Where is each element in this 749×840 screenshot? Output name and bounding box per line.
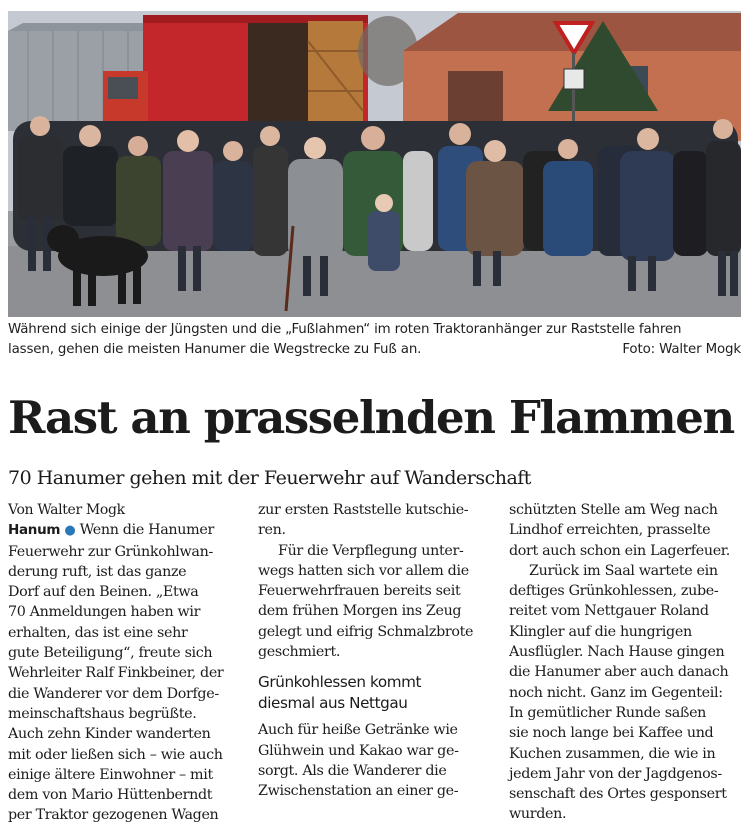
column-line: Dorf auf den Beinen. „Etwa	[8, 584, 199, 601]
photo-credit: Foto: Walter Mogk	[622, 342, 741, 357]
dateline-dot-icon: ●	[64, 523, 76, 539]
column-line: gelegt und eifrig Schmalzbrote	[258, 623, 474, 640]
column-line: dem von Mario Hüttenberndt	[8, 787, 213, 804]
column-line	[8, 520, 243, 541]
column-line: Zurück im Saal wartete ein	[529, 562, 718, 579]
column-line: Feuerwehrfrauen bereits seit	[258, 583, 461, 600]
column-line: die Wanderer vor dem Dorfge-	[8, 685, 219, 702]
column-line: 70 Anmeldungen haben wir	[8, 604, 201, 621]
column-line: Für die Verpflegung unter-	[278, 542, 464, 559]
column-line: Klingler auf die hungrigen	[509, 623, 692, 640]
column-line: per Traktor gezogenen Wagen	[8, 807, 219, 824]
column-line: senschaft des Ortes gesponsert	[509, 786, 727, 803]
column-line: In gemütlicher Runde saßen	[509, 704, 707, 721]
column-line: einige ältere Einwohner – mit	[8, 766, 213, 783]
column-line: Auch zehn Kinder wanderten	[8, 726, 211, 743]
column-line: meinschaftshaus begrüßte.	[8, 705, 197, 722]
intertitle	[258, 672, 493, 714]
byline: Von Walter Mogk	[8, 502, 125, 518]
column-line: reitet vom Nettgauer Roland	[509, 603, 709, 620]
column-line-text: Wenn die Hanumer	[79, 522, 214, 539]
column-line: die Hanumer aber auch danach	[509, 664, 729, 681]
column-line: derung ruft, ist das ganze	[8, 563, 187, 580]
column-line: dem frühen Morgen ins Zeug	[258, 603, 462, 620]
caption-line-1: Während sich einige der Jüngsten und die „Fußlahmen“ im roten Traktoranhänger zur Raststelle fahren	[8, 322, 682, 337]
column-line: Ausflügler. Nach Hause gingen	[509, 644, 725, 661]
article-subheadline: 70 Hanumer gehen mit der Feuerwehr auf Wanderschaft	[8, 467, 531, 489]
intertitle-line-1: Grünkohlessen kommt	[258, 673, 422, 692]
column-line: Wehrleiter Ralf Finkbeiner, der	[8, 665, 224, 682]
column-line: sorgt. Als die Wanderer die	[258, 762, 447, 779]
column-line: sie noch lange bei Kaffee und	[509, 725, 714, 742]
photo-illustration	[8, 11, 741, 317]
column-line: erhalten, das ist eine sehr	[8, 624, 188, 641]
caption-line-2: lassen, gehen die meisten Hanumer die Wegstrecke zu Fuß an.	[8, 342, 422, 357]
article-column-3	[509, 500, 742, 825]
column-line: deftiges Grünkohlessen, zube-	[509, 583, 719, 600]
column-line: Kuchen zusammen, die wie in	[509, 745, 716, 762]
column-line: jedem Jahr von der Jagdgenos-	[509, 765, 722, 782]
column-line: geschmiert.	[258, 644, 341, 661]
column-line: noch nicht. Ganz im Gegenteil:	[509, 684, 723, 701]
column-line: zur ersten Raststelle kutschie-	[258, 502, 469, 518]
column-line: gute Beteiligung“, freute sich	[8, 645, 213, 662]
group-photo	[8, 11, 741, 317]
column-line: wurden.	[509, 806, 567, 823]
column-line: mit oder ließen sich – wie auch	[8, 746, 223, 763]
column-line: Lindhof erreichten, prasselte	[509, 522, 711, 539]
article-column-1	[8, 500, 243, 826]
article-column-2	[258, 500, 493, 802]
article-headline: Rast an prasselnden Flammen	[8, 391, 734, 444]
column-line: Glühwein und Kakao war ge-	[258, 742, 459, 759]
column-line: Zwischenstation an einer ge-	[258, 783, 459, 800]
column-line: schützten Stelle am Weg nach	[509, 502, 718, 518]
column-line: Auch für heiße Getränke wie	[258, 722, 458, 739]
column-line: wegs hatten sich vor allem die	[258, 562, 469, 579]
intertitle-line-2: diesmal aus Nettgau	[258, 694, 408, 713]
column-line: dort auch schon ein Lagerfeuer.	[509, 542, 730, 559]
dateline: Hanum	[8, 522, 61, 539]
column-line: Feuerwehr zur Grünkohlwan-	[8, 543, 213, 560]
column-line: ren.	[258, 522, 286, 539]
photo-caption	[8, 320, 741, 360]
